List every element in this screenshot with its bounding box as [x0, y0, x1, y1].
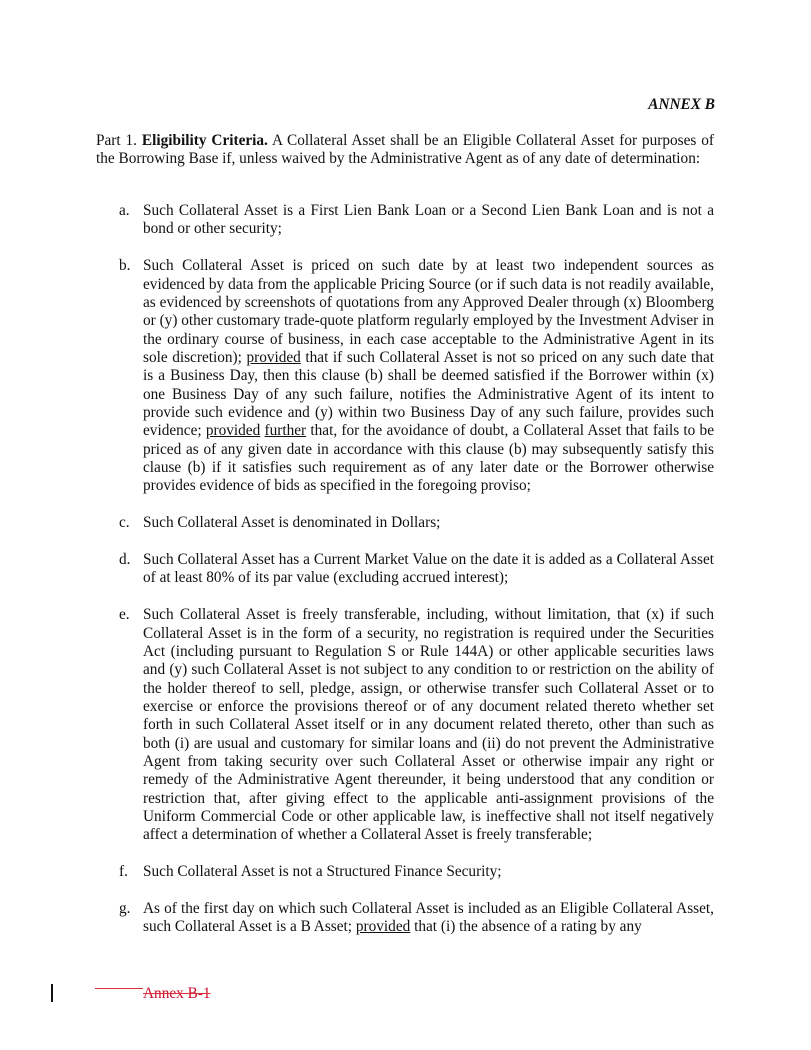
eligibility-criteria-list	[96, 202, 714, 955]
criterion-text	[143, 551, 714, 586]
deleted-tab	[95, 988, 143, 989]
section-heading: Eligibility Criteria.	[141, 132, 268, 149]
criterion-item	[96, 514, 714, 532]
criterion-text	[143, 900, 714, 935]
text-segment: that, for the avoidance of doubt, a Collateral Asset that fails to be priced as of any given date in accordance with this clause (b) may subsequently satisfy this clause (b) if it satisfies such requirement as of any later date or the Borrower otherwise provides evidence of bids as specified in the foregoing proviso;	[143, 422, 714, 495]
text-segment: Such Collateral Asset is a First Lien Bank Loan or a Second Lien Bank Loan and is not a bond or other security;	[143, 202, 714, 238]
intro-paragraph	[96, 132, 714, 169]
defined-term-underlined: provided	[246, 348, 301, 366]
page-number-label: Annex B-1	[143, 985, 211, 1002]
criterion-item	[96, 257, 714, 495]
text-segment: Such Collateral Asset is priced on such date by at least two independent sources as evidenced by data from the applicable Pricing Source (or if such data is not readily available, as evidenced by screenshots of quotations from any Approved Dealer through (x) Bloomberg or (y) other customary trade-quote platform regularly employed by the Investment Adviser in the ordinary course of business, in each case acceptable to the Administrative Agent in its sole discretion);	[143, 257, 714, 366]
text-segment: that (i) the absence of a rating by any	[410, 918, 642, 936]
text-segment: As of the first day on which such Collateral Asset is included as an Eligible Collateral Asset, such Collateral Asset is a B Asset;	[143, 900, 714, 936]
criterion-label: g.	[119, 900, 131, 917]
criterion-text	[143, 202, 714, 237]
criterion-label: b.	[119, 257, 131, 275]
criterion-item	[96, 606, 714, 844]
page-footer	[0, 984, 811, 1006]
criterion-label: f.	[119, 863, 128, 881]
criterion-label: d.	[119, 551, 131, 568]
criterion-text	[143, 514, 440, 531]
part-label: Part 1.	[96, 132, 138, 149]
text-segment: Such Collateral Asset is freely transferable, including, without limitation, that (x) if such Collateral Asset is in the form of a security, no registration is required under the Securities Act (including pursuant to Regulation S or Rule 144A) or other applicable securities laws and (y) such Collateral Asset is not subject to any condition to or restriction on the ability of the holder thereof to sell, pledge, assign, or otherwise transfer such Collateral Asset or to exercise or enforce the provisions thereof or of any document related thereto whether set forth in such Collateral Asset itself or in any document related thereto, other than such as both (i) are usual and customary for similar loans and (ii) do not prevent the Administrative Agent from taking security over such Collateral Asset or otherwise impair any right or remedy of the Administrative Agent thereunder, it being understood that any condition or restriction that, after giving effect to the applicable anti-assignment provisions of the Uniform Commercial Code or other applicable law, is ineffective shall not itself negatively affect a determination of whether a Collateral Asset is freely transferable;	[143, 606, 714, 844]
text-segment: Such Collateral Asset is not a Structured Finance Security;	[143, 863, 502, 881]
change-bar	[51, 984, 53, 1002]
text-segment: Such Collateral Asset has a Current Market Value on the date it is added as a Collateral Asset of at least 80% of its par value (excluding accrued interest);	[143, 551, 714, 587]
criterion-text	[143, 606, 714, 843]
criterion-item	[96, 551, 714, 588]
criterion-label: a.	[119, 202, 130, 219]
criterion-text	[143, 863, 502, 880]
annex-title: ANNEX B	[648, 96, 715, 113]
criterion-label: c.	[119, 514, 130, 532]
criterion-text	[143, 257, 714, 494]
defined-term-underlined: provided	[355, 918, 411, 936]
text-segment: that if such Collateral Asset is not so priced on any such date that is a Business Day, then this clause (b) shall be deemed satisfied if the Borrower within (x) one Business Day of any such failure, notifies the Administrative Agent of its intent to provide such evidence and (y) within two Business Day of any such failure, provides such evidence;	[143, 348, 714, 440]
criterion-item	[96, 900, 714, 937]
intro-text: A Collateral Asset shall be an Eligible Collateral Asset for purposes of the Borrowing Base if, unless waived by the Administrative Agent as of any date of determination:	[96, 132, 714, 168]
defined-term-underlined: provided	[205, 422, 261, 440]
criterion-item	[96, 202, 714, 239]
page-number-deleted	[95, 985, 211, 1003]
criterion-item	[96, 863, 714, 881]
criterion-label: e.	[119, 606, 130, 624]
defined-term-underlined: further	[264, 422, 307, 440]
text-segment: Such Collateral Asset is denominated in Dollars;	[143, 514, 441, 532]
